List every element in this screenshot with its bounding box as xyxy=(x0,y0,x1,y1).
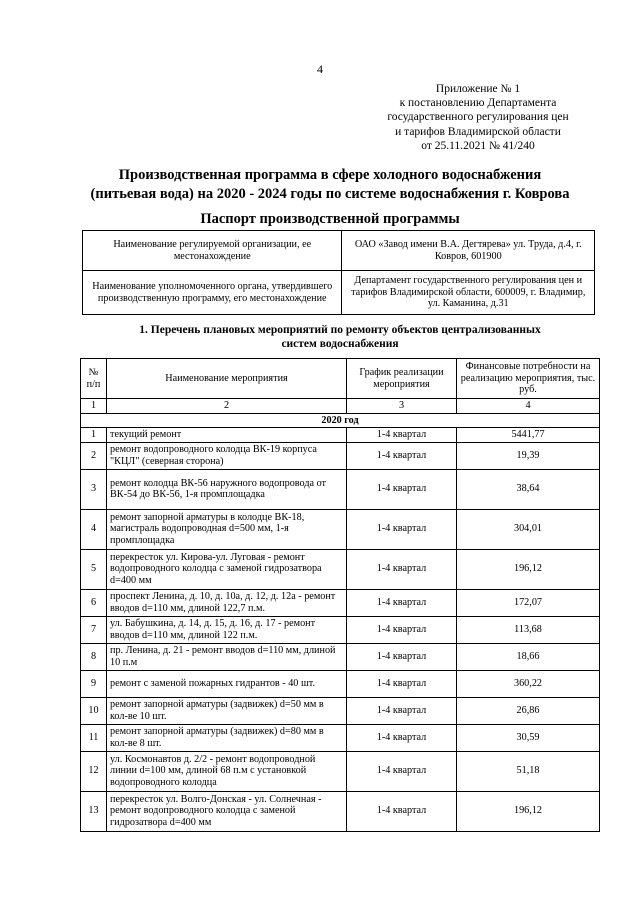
row-cost: 38,64 xyxy=(457,469,600,509)
appendix-block xyxy=(368,82,588,153)
row-number: 2 xyxy=(81,442,107,469)
row-number: 3 xyxy=(81,469,107,509)
column-number: 4 xyxy=(457,399,600,414)
table-row xyxy=(81,442,600,469)
table-row xyxy=(81,724,600,751)
table-row xyxy=(81,549,600,589)
row-name: перекресток ул. Волго-Донская - ул. Солнечная - ремонт водопроводного колодца с заменой гидрозатвора d=400 мм xyxy=(107,791,347,831)
row-number: 10 xyxy=(81,697,107,724)
row-cost: 18,66 xyxy=(457,643,600,670)
section-title-line: систем водоснабжения xyxy=(281,338,399,350)
title-line: (питьевая вода) на 2020 - 2024 годы по системе водоснабжения г. Коврова xyxy=(90,186,570,202)
table-row xyxy=(81,469,600,509)
row-name: проспект Ленина, д. 10, д. 10а, д. 12, д. 12а - ремонт вводов d=110 мм, длиной 122,7 п.м. xyxy=(107,589,347,616)
row-cost: 196,12 xyxy=(457,549,600,589)
header-cell: График реализации мероприятия xyxy=(347,359,457,399)
row-cost: 113,68 xyxy=(457,616,600,643)
row-name: текущий ремонт xyxy=(107,428,347,443)
row-schedule: 1-4 квартал xyxy=(347,751,457,791)
title-line: Производственная программа в сфере холодного водоснабжения xyxy=(118,167,542,183)
table-row xyxy=(81,428,600,443)
measures-table xyxy=(80,358,600,832)
passport-row xyxy=(83,231,595,271)
row-schedule: 1-4 квартал xyxy=(347,549,457,589)
row-cost: 304,01 xyxy=(457,509,600,549)
row-cost: 172,07 xyxy=(457,589,600,616)
row-cost: 26,86 xyxy=(457,697,600,724)
row-name: ремонт запорной арматуры (задвижек) d=80 мм в кол-ве 8 шт. xyxy=(107,724,347,751)
column-number-row xyxy=(81,399,600,414)
row-schedule: 1-4 квартал xyxy=(347,791,457,831)
column-number: 3 xyxy=(347,399,457,414)
row-number: 1 xyxy=(81,428,107,443)
header-cell: Финансовые потребности на реализацию мероприятия, тыс. руб. xyxy=(457,359,600,399)
section-title-line: 1. Перечень плановых мероприятий по ремонту объектов централизованных xyxy=(139,324,541,336)
passport-row xyxy=(83,271,595,315)
table-row xyxy=(81,697,600,724)
row-number: 9 xyxy=(81,670,107,697)
row-schedule: 1-4 квартал xyxy=(347,616,457,643)
row-name: ул. Бабушкина, д. 14, д. 15, д. 16, д. 17 - ремонт вводов d=110 мм, длиной 122 п.м. xyxy=(107,616,347,643)
column-number: 1 xyxy=(81,399,107,414)
passport-table xyxy=(82,230,595,315)
row-name: ремонт колодца ВК-56 наружного водопровода от ВК-54 до ВК-56, 1-я промплощадка xyxy=(107,469,347,509)
table-row xyxy=(81,616,600,643)
row-schedule: 1-4 квартал xyxy=(347,509,457,549)
row-number: 13 xyxy=(81,791,107,831)
passport-label: Наименование регулируемой организации, ее местонахождение xyxy=(83,231,342,271)
row-schedule: 1-4 квартал xyxy=(347,643,457,670)
appendix-line: и тарифов Владимирской области xyxy=(395,125,561,138)
table-row xyxy=(81,751,600,791)
passport-value: Департамент государственного регулирования цен и тарифов Владимирской области, 600009, г. Владимир, ул. Каманина, д.31 xyxy=(342,271,595,315)
row-schedule: 1-4 квартал xyxy=(347,589,457,616)
row-cost: 30,59 xyxy=(457,724,600,751)
row-number: 4 xyxy=(81,509,107,549)
row-number: 7 xyxy=(81,616,107,643)
table-row xyxy=(81,509,600,549)
row-cost: 19,39 xyxy=(457,442,600,469)
row-schedule: 1-4 квартал xyxy=(347,469,457,509)
row-number: 11 xyxy=(81,724,107,751)
header-cell: № п/п xyxy=(81,359,107,399)
row-number: 5 xyxy=(81,549,107,589)
appendix-line: Приложение № 1 xyxy=(435,83,521,95)
table-header-row xyxy=(81,359,600,399)
row-schedule: 1-4 квартал xyxy=(347,670,457,697)
column-number: 2 xyxy=(107,399,347,414)
row-number: 12 xyxy=(81,751,107,791)
section-title xyxy=(80,323,600,351)
table-row xyxy=(81,643,600,670)
row-cost: 51,18 xyxy=(457,751,600,791)
row-cost: 196,12 xyxy=(457,791,600,831)
passport-value: ОАО «Завод имени В.А. Дегтярева» ул. Труда, д.4, г. Ковров, 601900 xyxy=(342,231,595,271)
appendix-line: государственного регулирования цен xyxy=(387,111,569,124)
document-title xyxy=(60,166,600,204)
header-cell: Наименование мероприятия xyxy=(107,359,347,399)
passport-label: Наименование уполномоченного органа, утвердившего производственную программу, его местонахождение xyxy=(83,271,342,315)
row-name: перекресток ул. Кирова-ул. Луговая - ремонт водопроводного колодца с заменой гидрозатвора d=400 мм xyxy=(107,549,347,589)
row-name: ремонт запорной арматуры в колодце ВК-18, магистраль водопроводная d=500 мм, 1-я промплощадка xyxy=(107,509,347,549)
passport-heading: Паспорт производственной программы xyxy=(200,211,460,227)
appendix-line: к постановлению Департамента xyxy=(399,97,557,110)
year-label: 2020 год xyxy=(81,413,600,428)
year-row xyxy=(81,413,600,428)
row-schedule: 1-4 квартал xyxy=(347,697,457,724)
row-cost: 5441,77 xyxy=(457,428,600,443)
row-name: ул. Космонавтов д. 2/2 - ремонт водопроводной линии d=100 мм, длиной 68 п.м с установкой водопроводного колодца xyxy=(107,751,347,791)
table-row xyxy=(81,791,600,831)
row-name: ремонт запорной арматуры (задвижек) d=50 мм в кол-ве 10 шт. xyxy=(107,697,347,724)
table-row xyxy=(81,589,600,616)
page-number: 4 xyxy=(317,62,323,76)
table-row xyxy=(81,670,600,697)
row-number: 8 xyxy=(81,643,107,670)
row-name: ремонт с заменой пожарных гидрантов - 40 шт. xyxy=(107,670,347,697)
row-name: пр. Ленина, д. 21 - ремонт вводов d=110 мм, длиной 10 п.м xyxy=(107,643,347,670)
row-schedule: 1-4 квартал xyxy=(347,724,457,751)
row-number: 6 xyxy=(81,589,107,616)
row-cost: 360,22 xyxy=(457,670,600,697)
row-schedule: 1-4 квартал xyxy=(347,428,457,443)
appendix-line: от 25.11.2021 № 41/240 xyxy=(421,139,535,152)
row-name: ремонт водопроводного колодца ВК-19 корпуса "КЦЛ" (северная сторона) xyxy=(107,442,347,469)
row-schedule: 1-4 квартал xyxy=(347,442,457,469)
